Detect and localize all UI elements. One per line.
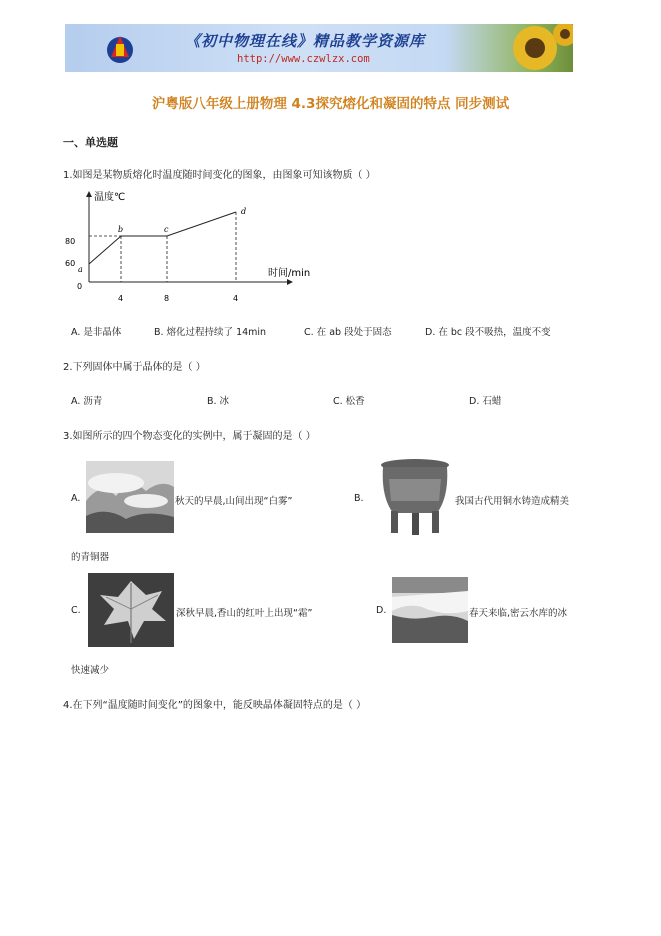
header-banner	[65, 24, 573, 72]
q3-option-d-letter[interactable]: D.	[376, 605, 387, 616]
q3-option-c-letter[interactable]: C.	[71, 605, 81, 616]
q2-option-d[interactable]: D. 石蜡	[469, 396, 502, 407]
melting-curve	[89, 212, 236, 264]
q3-option-b-letter[interactable]: B.	[354, 493, 364, 504]
sunflower-icon	[513, 24, 573, 70]
q3-option-b-text-wrap[interactable]: 的青铜器	[71, 552, 110, 563]
section-title: 一、单选题	[63, 136, 118, 149]
document-title: 沪粤版八年级上册物理 4.3探究熔化和凝固的特点 同步测试	[151, 96, 510, 112]
y-tick-label: 60	[65, 259, 76, 268]
q3-option-a-text[interactable]: 秋天的早晨,山间出现“白雾”	[175, 496, 293, 507]
banner-url[interactable]: http://www.czwlzx.com	[237, 53, 370, 65]
fog-mountain-photo	[86, 461, 174, 533]
site-logo-icon	[105, 30, 135, 66]
x-axis-label: 时间/min	[268, 268, 311, 279]
x-tick-label: 4	[118, 294, 124, 303]
y-axis-label: 温度℃	[94, 192, 126, 203]
q1-option-b[interactable]: B. 熔化过程持续了 14min	[154, 327, 267, 338]
q3-option-d-text[interactable]: 春天来临,密云水库的冰	[469, 608, 568, 619]
q3-option-d-text-wrap[interactable]: 快速减少	[71, 665, 110, 676]
point-label: c	[164, 225, 169, 234]
q3-option-b-text[interactable]: 我国古代用铜水铸造成精美	[455, 496, 570, 507]
q1-option-c[interactable]: C. 在 ab 段处于固态	[304, 327, 392, 338]
q2-option-a[interactable]: A. 沥青	[71, 396, 103, 407]
point-label: d	[241, 207, 247, 216]
q3-option-c-text[interactable]: 深秋早晨,香山的红叶上出现“霜”	[176, 608, 313, 619]
x-tick-label: 4	[233, 294, 239, 303]
point-label: b	[118, 225, 124, 234]
question-1-stem: 1.如图是某物质熔化时温度随时间变化的图象，由图象可知该物质（ ）	[63, 170, 376, 181]
melting-ice-photo	[392, 577, 468, 643]
point-label: a	[78, 265, 83, 274]
question-4-stem: 4.在下列“温度随时间变化”的图象中，能反映晶体凝固特点的是（ ）	[63, 700, 367, 711]
frost-leaf-photo	[88, 573, 174, 647]
q1-option-d[interactable]: D. 在 bc 段不吸热，温度不变	[425, 327, 551, 338]
q2-option-b[interactable]: B. 冰	[207, 396, 230, 407]
q1-option-a[interactable]: A. 是非晶体	[71, 327, 122, 338]
x-tick-label: 8	[164, 294, 170, 303]
q2-option-c[interactable]: C. 松香	[333, 396, 365, 407]
y-tick-label: 80	[65, 237, 76, 246]
q3-option-a-letter[interactable]: A.	[71, 493, 81, 504]
banner-title: 《初中物理在线》精品教学资源库	[185, 32, 426, 50]
q1-temperature-graph	[60, 186, 330, 306]
bronze-vessel-photo	[377, 457, 453, 537]
question-2-stem: 2.下列固体中属于晶体的是（ ）	[63, 362, 206, 373]
y-tick-label: 0	[77, 282, 83, 291]
question-3-stem: 3.如图所示的四个物态变化的实例中，属于凝固的是（ ）	[63, 431, 316, 442]
